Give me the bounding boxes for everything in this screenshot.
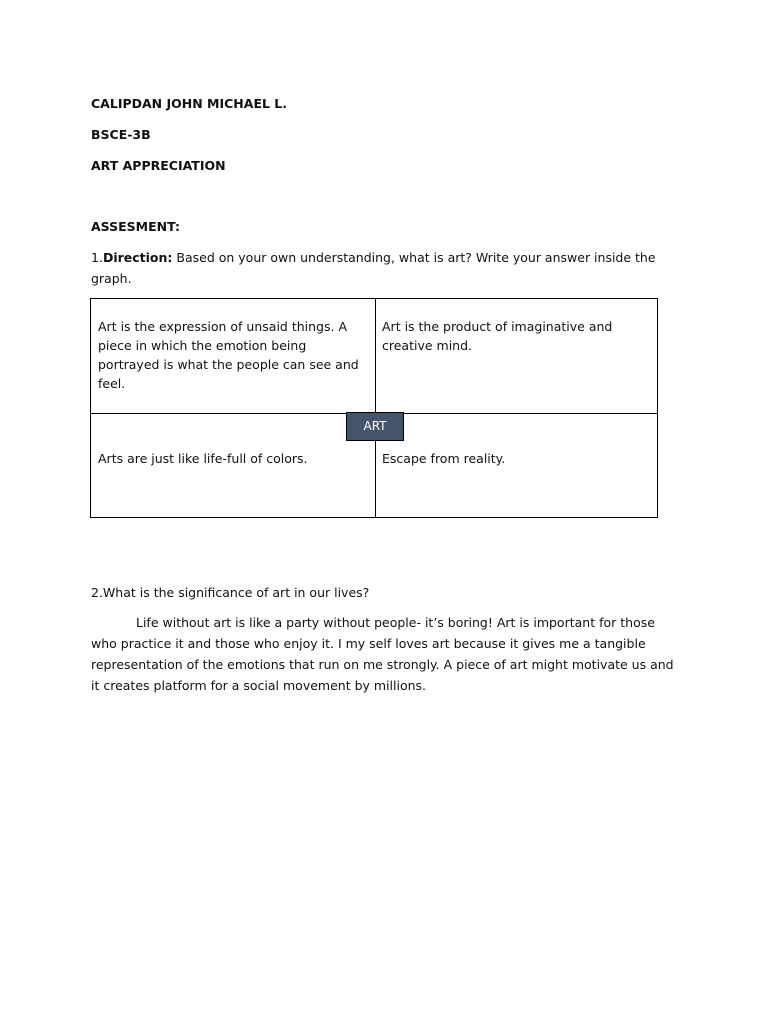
question-1 (91, 250, 656, 265)
question-1-text: Based on your own understanding, what is art? Write your answer inside the (172, 250, 656, 265)
art-graph (90, 298, 658, 518)
question-2: 2.What is the significance of art in our lives? (91, 585, 370, 600)
graph-cell-top-right: Art is the product of imaginative and creative mind. (382, 319, 613, 353)
section-label: BSCE-3B (91, 127, 151, 142)
graph-cell-bottom-right: Escape from reality. (382, 451, 506, 466)
graph-cell-top-left: Art is the expression of unsaid things. A piece in which the emotion being portrayed is what the people can see and feel. (98, 319, 359, 391)
graph-vertical-divider (375, 299, 376, 517)
student-name: CALIPDAN JOHN MICHAEL L. (91, 96, 288, 111)
question-1-number: 1. (91, 250, 103, 265)
direction-label: Direction: (102, 250, 173, 265)
subject-title: ART APPRECIATION (91, 158, 226, 173)
question-2-answer: Life without art is like a party without people- it’s boring! Art is important for those who practice it and those who enjoy it. I my self loves art because it gives me a tangible representation of the emotions that run on me strongly. A piece of art might motivate us and it creates platform for a social movement by millions. (91, 615, 674, 693)
art-center-label: ART (346, 412, 404, 441)
graph-cell-bottom-left: Arts are just like life-full of colors. (98, 451, 308, 466)
assessment-heading: ASSESMENT: (91, 219, 180, 234)
question-1-continuation: graph. (91, 271, 132, 286)
